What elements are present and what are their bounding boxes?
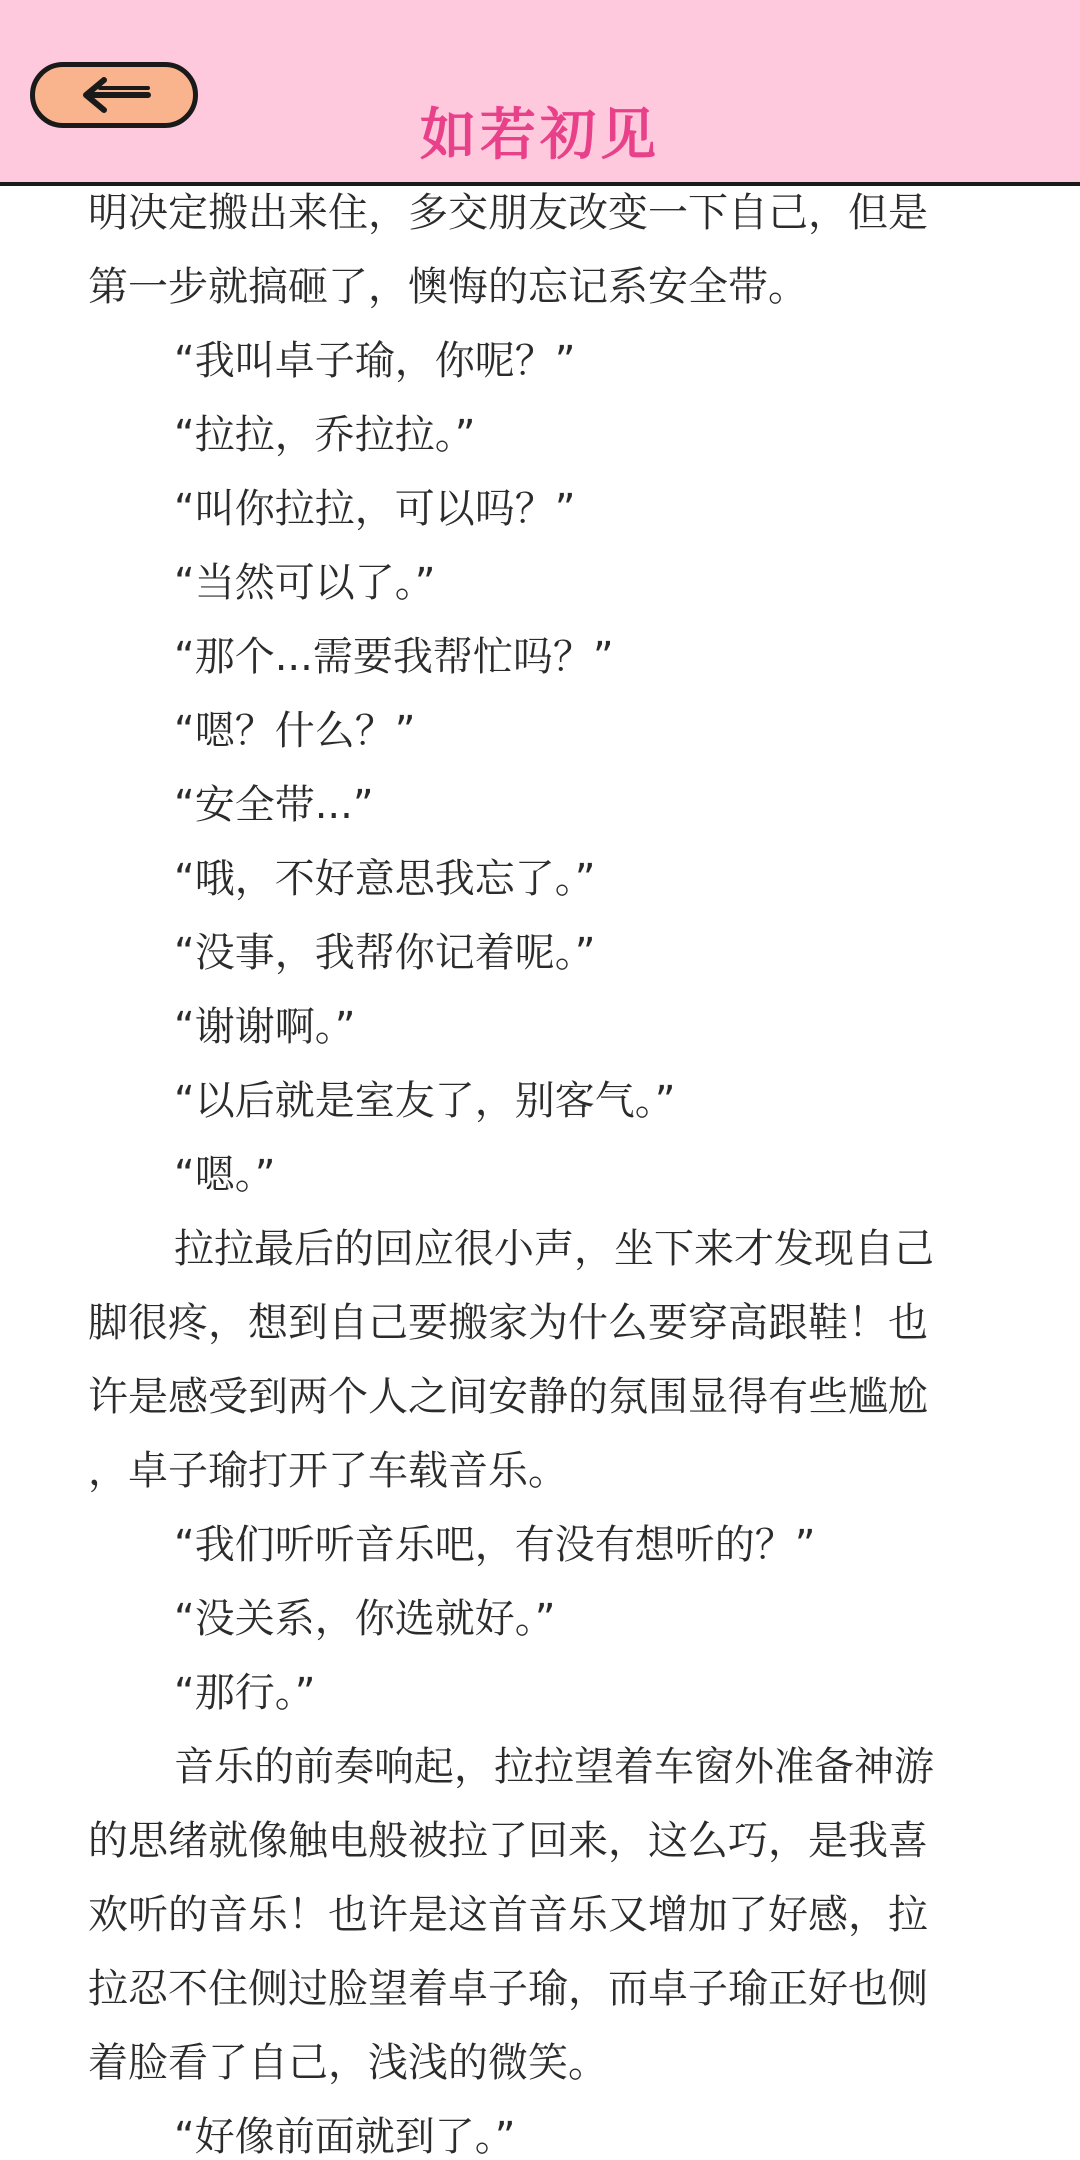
text-line: 脚很疼，想到自己要搬家为什么要穿高跟鞋！也 — [88, 1300, 928, 1346]
text-line: “我们听听音乐吧，有没有想听的？” — [174, 1522, 816, 1568]
text-line: 着脸看了自己，浅浅的微笑。 — [88, 2040, 608, 2086]
text-line: 拉拉最后的回应很小声，坐下来才发现自己 — [174, 1226, 934, 1272]
text-line: 音乐的前奏响起，拉拉望着车窗外准备神游 — [174, 1744, 934, 1790]
text-line: “好像前面就到了。” — [174, 2114, 516, 2160]
text-line: “嗯。” — [174, 1152, 276, 1198]
text-line: “安全带...” — [174, 782, 374, 828]
text-line: “没关系，你选就好。” — [174, 1596, 556, 1642]
text-line: 的思绪就像触电般被拉了回来，这么巧，是我喜 — [88, 1818, 928, 1864]
text-line: ，卓子瑜打开了车载音乐。 — [88, 1448, 568, 1494]
text-line: “那个...需要我帮忙吗？” — [174, 634, 614, 680]
text-line: 明决定搬出来住，多交朋友改变一下自己，但是 — [88, 190, 928, 236]
text-line: 欢听的音乐！也许是这首音乐又增加了好感，拉 — [88, 1892, 928, 1938]
text-line: 拉忍不住侧过脸望着卓子瑜，而卓子瑜正好也侧 — [88, 1966, 928, 2012]
text-line: “拉拉，乔拉拉。” — [174, 412, 476, 458]
text-line: “嗯？什么？” — [174, 708, 416, 754]
text-line: “那行。” — [174, 1670, 316, 1716]
top-bar — [0, 0, 1080, 186]
text-line: “哦，不好意思我忘了。” — [174, 856, 596, 902]
page-title: 如若初见 — [420, 103, 660, 168]
reading-content[interactable] — [88, 176, 992, 2160]
text-line: 许是感受到两个人之间安静的氛围显得有些尴尬 — [88, 1374, 928, 1420]
text-line: “我叫卓子瑜，你呢？” — [174, 338, 576, 384]
text-line: “当然可以了。” — [174, 560, 436, 606]
text-line: “谢谢啊。” — [174, 1004, 356, 1050]
text-line: 第一步就搞砸了，懊悔的忘记系安全带。 — [88, 264, 808, 310]
text-line: “没事，我帮你记着呢。” — [174, 930, 596, 976]
text-line: “叫你拉拉，可以吗？” — [174, 486, 576, 532]
text-line: “以后就是室友了，别客气。” — [174, 1078, 676, 1124]
